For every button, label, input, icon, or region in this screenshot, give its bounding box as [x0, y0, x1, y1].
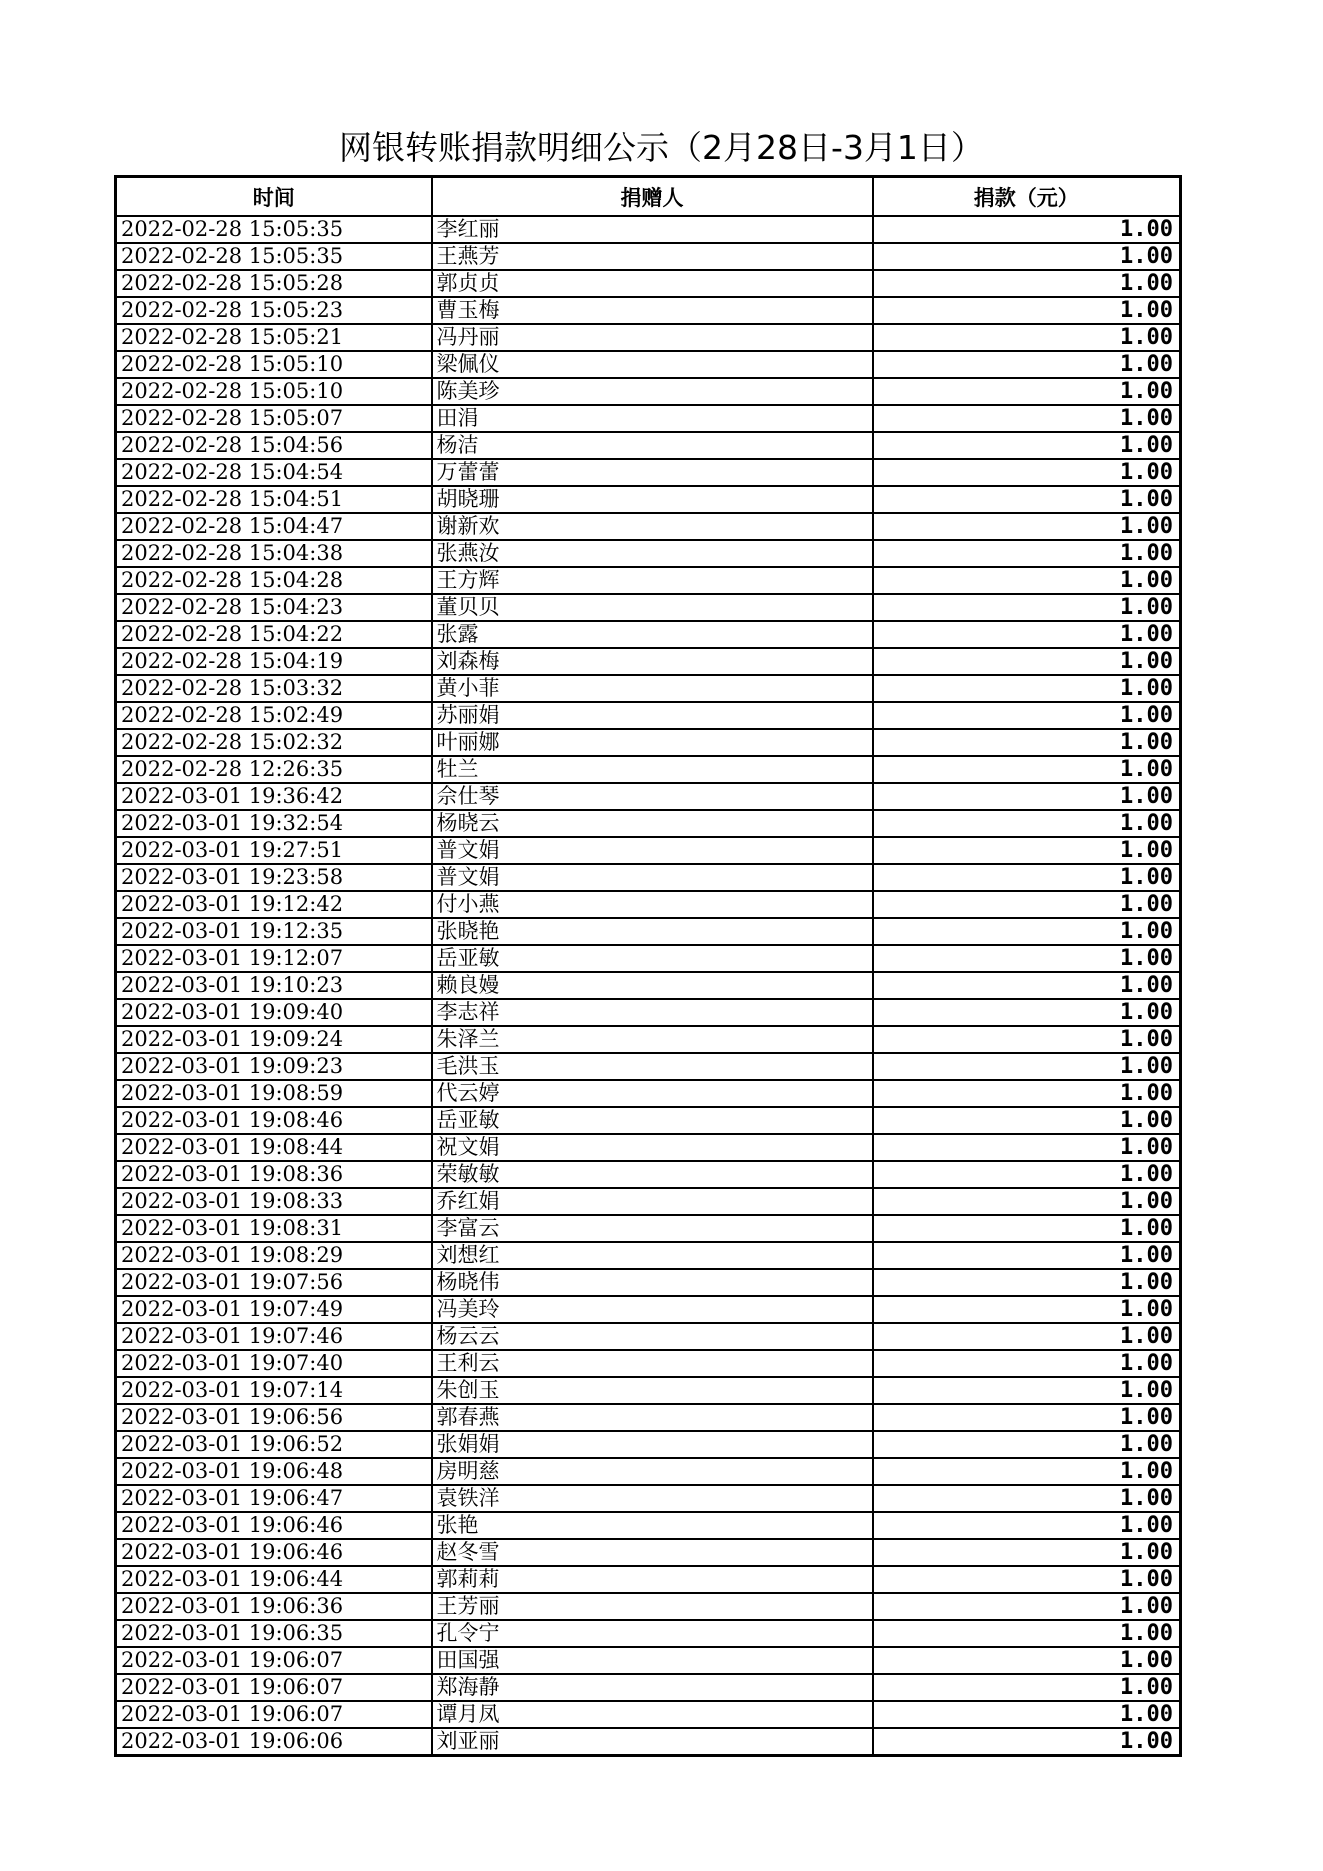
amount-cell: 1.00 — [873, 945, 1181, 972]
table-row — [116, 1215, 1181, 1242]
donor-cell: 袁铁洋 — [432, 1485, 873, 1512]
time-cell: 2022-02-28 15:04:28 — [116, 567, 432, 594]
table-row — [116, 1431, 1181, 1458]
donor-cell: 乔红娟 — [432, 1188, 873, 1215]
donor-cell: 万蕾蕾 — [432, 459, 873, 486]
table-body — [116, 216, 1181, 1756]
time-cell: 2022-03-01 19:27:51 — [116, 837, 432, 864]
amount-cell: 1.00 — [873, 1485, 1181, 1512]
time-cell: 2022-02-28 15:03:32 — [116, 675, 432, 702]
amount-cell: 1.00 — [873, 972, 1181, 999]
donor-cell: 杨晓云 — [432, 810, 873, 837]
table-row — [116, 972, 1181, 999]
amount-cell: 1.00 — [873, 1701, 1181, 1728]
time-cell: 2022-03-01 19:07:46 — [116, 1323, 432, 1350]
table-row — [116, 945, 1181, 972]
time-cell: 2022-03-01 19:12:42 — [116, 891, 432, 918]
header-amount: 捐款（元） — [873, 177, 1181, 217]
time-cell: 2022-03-01 19:08:31 — [116, 1215, 432, 1242]
table-row — [116, 378, 1181, 405]
table-row — [116, 1647, 1181, 1674]
time-cell: 2022-02-28 12:26:35 — [116, 756, 432, 783]
donor-cell: 冯美玲 — [432, 1296, 873, 1323]
table-row — [116, 1539, 1181, 1566]
amount-cell: 1.00 — [873, 486, 1181, 513]
amount-cell: 1.00 — [873, 1350, 1181, 1377]
time-cell: 2022-02-28 15:05:35 — [116, 216, 432, 243]
donor-cell: 祝文娟 — [432, 1134, 873, 1161]
donor-cell: 杨云云 — [432, 1323, 873, 1350]
table-row — [116, 1566, 1181, 1593]
amount-cell: 1.00 — [873, 918, 1181, 945]
time-cell: 2022-03-01 19:06:07 — [116, 1701, 432, 1728]
amount-cell: 1.00 — [873, 594, 1181, 621]
table-row — [116, 1161, 1181, 1188]
amount-cell: 1.00 — [873, 324, 1181, 351]
donor-cell: 岳亚敏 — [432, 1107, 873, 1134]
amount-cell: 1.00 — [873, 1512, 1181, 1539]
time-cell: 2022-03-01 19:06:44 — [116, 1566, 432, 1593]
time-cell: 2022-03-01 19:12:35 — [116, 918, 432, 945]
donor-cell: 张露 — [432, 621, 873, 648]
donor-cell: 房明慈 — [432, 1458, 873, 1485]
donor-cell: 李红丽 — [432, 216, 873, 243]
donor-cell: 胡晓珊 — [432, 486, 873, 513]
donor-cell: 冯丹丽 — [432, 324, 873, 351]
time-cell: 2022-02-28 15:04:19 — [116, 648, 432, 675]
time-cell: 2022-02-28 15:05:10 — [116, 351, 432, 378]
donor-cell: 郭莉莉 — [432, 1566, 873, 1593]
amount-cell: 1.00 — [873, 1620, 1181, 1647]
amount-cell: 1.00 — [873, 648, 1181, 675]
table-row — [116, 1404, 1181, 1431]
amount-cell: 1.00 — [873, 1566, 1181, 1593]
donor-cell: 王燕芳 — [432, 243, 873, 270]
donor-cell: 梁佩仪 — [432, 351, 873, 378]
time-cell: 2022-03-01 19:36:42 — [116, 783, 432, 810]
amount-cell: 1.00 — [873, 243, 1181, 270]
time-cell: 2022-02-28 15:02:49 — [116, 702, 432, 729]
amount-cell: 1.00 — [873, 405, 1181, 432]
time-cell: 2022-02-28 15:04:47 — [116, 513, 432, 540]
amount-cell: 1.00 — [873, 459, 1181, 486]
time-cell: 2022-03-01 19:06:56 — [116, 1404, 432, 1431]
time-cell: 2022-03-01 19:32:54 — [116, 810, 432, 837]
time-cell: 2022-02-28 15:05:21 — [116, 324, 432, 351]
amount-cell: 1.00 — [873, 1323, 1181, 1350]
time-cell: 2022-03-01 19:10:23 — [116, 972, 432, 999]
amount-cell: 1.00 — [873, 1188, 1181, 1215]
donor-cell: 郭贞贞 — [432, 270, 873, 297]
amount-cell: 1.00 — [873, 1296, 1181, 1323]
time-cell: 2022-03-01 19:06:07 — [116, 1647, 432, 1674]
amount-cell: 1.00 — [873, 1215, 1181, 1242]
amount-cell: 1.00 — [873, 270, 1181, 297]
time-cell: 2022-02-28 15:05:23 — [116, 297, 432, 324]
table-row — [116, 459, 1181, 486]
amount-cell: 1.00 — [873, 1161, 1181, 1188]
donor-cell: 刘想红 — [432, 1242, 873, 1269]
table-row — [116, 1377, 1181, 1404]
donor-cell: 田国强 — [432, 1647, 873, 1674]
table-row — [116, 783, 1181, 810]
donor-cell: 王芳丽 — [432, 1593, 873, 1620]
time-cell: 2022-03-01 19:06:46 — [116, 1539, 432, 1566]
donor-cell: 李志祥 — [432, 999, 873, 1026]
table-row — [116, 1296, 1181, 1323]
table-row — [116, 1701, 1181, 1728]
time-cell: 2022-03-01 19:06:06 — [116, 1728, 432, 1756]
time-cell: 2022-03-01 19:09:40 — [116, 999, 432, 1026]
time-cell: 2022-02-28 15:04:51 — [116, 486, 432, 513]
time-cell: 2022-02-28 15:05:10 — [116, 378, 432, 405]
table-row — [116, 1053, 1181, 1080]
donor-cell: 叶丽娜 — [432, 729, 873, 756]
amount-cell: 1.00 — [873, 1431, 1181, 1458]
donor-cell: 付小燕 — [432, 891, 873, 918]
donor-cell: 谢新欢 — [432, 513, 873, 540]
table-row — [116, 1188, 1181, 1215]
time-cell: 2022-02-28 15:04:38 — [116, 540, 432, 567]
page-title: 网银转账捐款明细公示（2月28日-3月1日） — [339, 128, 984, 167]
donor-cell: 佘仕琴 — [432, 783, 873, 810]
donor-cell: 杨晓伟 — [432, 1269, 873, 1296]
table-row — [116, 594, 1181, 621]
donor-cell: 郑海静 — [432, 1674, 873, 1701]
table-row — [116, 216, 1181, 243]
donor-cell: 张晓艳 — [432, 918, 873, 945]
table-row — [116, 567, 1181, 594]
amount-cell: 1.00 — [873, 1539, 1181, 1566]
amount-cell: 1.00 — [873, 1107, 1181, 1134]
table-row — [116, 297, 1181, 324]
amount-cell: 1.00 — [873, 1593, 1181, 1620]
amount-cell: 1.00 — [873, 540, 1181, 567]
table-header — [116, 177, 1181, 217]
donor-cell: 董贝贝 — [432, 594, 873, 621]
table-row — [116, 891, 1181, 918]
amount-cell: 1.00 — [873, 297, 1181, 324]
amount-cell: 1.00 — [873, 567, 1181, 594]
donor-cell: 牡兰 — [432, 756, 873, 783]
amount-cell: 1.00 — [873, 378, 1181, 405]
time-cell: 2022-02-28 15:05:07 — [116, 405, 432, 432]
time-cell: 2022-03-01 19:09:24 — [116, 1026, 432, 1053]
amount-cell: 1.00 — [873, 216, 1181, 243]
amount-cell: 1.00 — [873, 837, 1181, 864]
donor-cell: 陈美珍 — [432, 378, 873, 405]
table-row — [116, 1080, 1181, 1107]
amount-cell: 1.00 — [873, 351, 1181, 378]
table-row — [116, 702, 1181, 729]
table-row — [116, 1728, 1181, 1756]
table-row — [116, 918, 1181, 945]
amount-cell: 1.00 — [873, 756, 1181, 783]
table-row — [116, 513, 1181, 540]
table-row — [116, 405, 1181, 432]
header-row — [116, 177, 1181, 217]
donor-cell: 张娟娟 — [432, 1431, 873, 1458]
table-row — [116, 1458, 1181, 1485]
time-cell: 2022-02-28 15:02:32 — [116, 729, 432, 756]
donor-cell: 刘亚丽 — [432, 1728, 873, 1756]
table-row — [116, 432, 1181, 459]
time-cell: 2022-03-01 19:07:40 — [116, 1350, 432, 1377]
table-row — [116, 675, 1181, 702]
donor-cell: 孔令宁 — [432, 1620, 873, 1647]
table-row — [116, 864, 1181, 891]
donor-cell: 赖良嫚 — [432, 972, 873, 999]
header-donor: 捐赠人 — [432, 177, 873, 217]
table-row — [116, 756, 1181, 783]
time-cell: 2022-03-01 19:06:07 — [116, 1674, 432, 1701]
amount-cell: 1.00 — [873, 513, 1181, 540]
time-cell: 2022-03-01 19:06:47 — [116, 1485, 432, 1512]
amount-cell: 1.00 — [873, 1377, 1181, 1404]
amount-cell: 1.00 — [873, 675, 1181, 702]
donor-cell: 杨洁 — [432, 432, 873, 459]
donor-cell: 普文娟 — [432, 837, 873, 864]
time-cell: 2022-03-01 19:08:36 — [116, 1161, 432, 1188]
table-row — [116, 837, 1181, 864]
table-row — [116, 1026, 1181, 1053]
time-cell: 2022-03-01 19:07:49 — [116, 1296, 432, 1323]
table-row — [116, 243, 1181, 270]
amount-cell: 1.00 — [873, 432, 1181, 459]
table-row — [116, 1674, 1181, 1701]
time-cell: 2022-03-01 19:08:29 — [116, 1242, 432, 1269]
time-cell: 2022-03-01 19:23:58 — [116, 864, 432, 891]
donor-cell: 赵冬雪 — [432, 1539, 873, 1566]
donor-cell: 王利云 — [432, 1350, 873, 1377]
table-row — [116, 270, 1181, 297]
amount-cell: 1.00 — [873, 1026, 1181, 1053]
table-row — [116, 1323, 1181, 1350]
table-row — [116, 648, 1181, 675]
donor-cell: 刘森梅 — [432, 648, 873, 675]
amount-cell: 1.00 — [873, 729, 1181, 756]
amount-cell: 1.00 — [873, 1728, 1181, 1756]
amount-cell: 1.00 — [873, 891, 1181, 918]
table-row — [116, 999, 1181, 1026]
donor-cell: 朱泽兰 — [432, 1026, 873, 1053]
donor-cell: 张燕汝 — [432, 540, 873, 567]
donor-cell: 郭春燕 — [432, 1404, 873, 1431]
donor-cell: 黄小菲 — [432, 675, 873, 702]
amount-cell: 1.00 — [873, 1647, 1181, 1674]
donor-cell: 王方辉 — [432, 567, 873, 594]
amount-cell: 1.00 — [873, 783, 1181, 810]
amount-cell: 1.00 — [873, 810, 1181, 837]
donation-table — [114, 175, 1182, 1757]
table-row — [116, 1485, 1181, 1512]
time-cell: 2022-03-01 19:06:36 — [116, 1593, 432, 1620]
table-row — [116, 1350, 1181, 1377]
time-cell: 2022-03-01 19:06:46 — [116, 1512, 432, 1539]
donor-cell: 曹玉梅 — [432, 297, 873, 324]
amount-cell: 1.00 — [873, 864, 1181, 891]
amount-cell: 1.00 — [873, 1674, 1181, 1701]
time-cell: 2022-03-01 19:08:33 — [116, 1188, 432, 1215]
amount-cell: 1.00 — [873, 1080, 1181, 1107]
time-cell: 2022-03-01 19:08:59 — [116, 1080, 432, 1107]
time-cell: 2022-03-01 19:09:23 — [116, 1053, 432, 1080]
time-cell: 2022-03-01 19:06:35 — [116, 1620, 432, 1647]
amount-cell: 1.00 — [873, 1242, 1181, 1269]
donor-cell: 荣敏敏 — [432, 1161, 873, 1188]
donor-cell: 朱创玉 — [432, 1377, 873, 1404]
time-cell: 2022-02-28 15:04:23 — [116, 594, 432, 621]
donor-cell: 岳亚敏 — [432, 945, 873, 972]
table-row — [116, 1269, 1181, 1296]
time-cell: 2022-02-28 15:04:22 — [116, 621, 432, 648]
donor-cell: 代云婷 — [432, 1080, 873, 1107]
header-time: 时间 — [116, 177, 432, 217]
donor-cell: 毛洪玉 — [432, 1053, 873, 1080]
time-cell: 2022-03-01 19:08:44 — [116, 1134, 432, 1161]
donor-cell: 张艳 — [432, 1512, 873, 1539]
amount-cell: 1.00 — [873, 1134, 1181, 1161]
table-row — [116, 1134, 1181, 1161]
table-row — [116, 351, 1181, 378]
amount-cell: 1.00 — [873, 1053, 1181, 1080]
time-cell: 2022-02-28 15:05:28 — [116, 270, 432, 297]
donor-cell: 田涓 — [432, 405, 873, 432]
amount-cell: 1.00 — [873, 1404, 1181, 1431]
time-cell: 2022-02-28 15:04:54 — [116, 459, 432, 486]
table-row — [116, 729, 1181, 756]
table-row — [116, 1593, 1181, 1620]
amount-cell: 1.00 — [873, 1458, 1181, 1485]
time-cell: 2022-03-01 19:07:14 — [116, 1377, 432, 1404]
table-row — [116, 486, 1181, 513]
time-cell: 2022-02-28 15:05:35 — [116, 243, 432, 270]
donor-cell: 普文娟 — [432, 864, 873, 891]
time-cell: 2022-03-01 19:07:56 — [116, 1269, 432, 1296]
table-row — [116, 1512, 1181, 1539]
table-row — [116, 1242, 1181, 1269]
table-row — [116, 810, 1181, 837]
amount-cell: 1.00 — [873, 1269, 1181, 1296]
time-cell: 2022-03-01 19:06:52 — [116, 1431, 432, 1458]
time-cell: 2022-03-01 19:06:48 — [116, 1458, 432, 1485]
amount-cell: 1.00 — [873, 999, 1181, 1026]
table-row — [116, 1620, 1181, 1647]
table-row — [116, 540, 1181, 567]
time-cell: 2022-02-28 15:04:56 — [116, 432, 432, 459]
table-row — [116, 621, 1181, 648]
table-row — [116, 324, 1181, 351]
amount-cell: 1.00 — [873, 621, 1181, 648]
donor-cell: 李富云 — [432, 1215, 873, 1242]
donor-cell: 谭月凤 — [432, 1701, 873, 1728]
donor-cell: 苏丽娟 — [432, 702, 873, 729]
time-cell: 2022-03-01 19:08:46 — [116, 1107, 432, 1134]
amount-cell: 1.00 — [873, 702, 1181, 729]
table-row — [116, 1107, 1181, 1134]
time-cell: 2022-03-01 19:12:07 — [116, 945, 432, 972]
